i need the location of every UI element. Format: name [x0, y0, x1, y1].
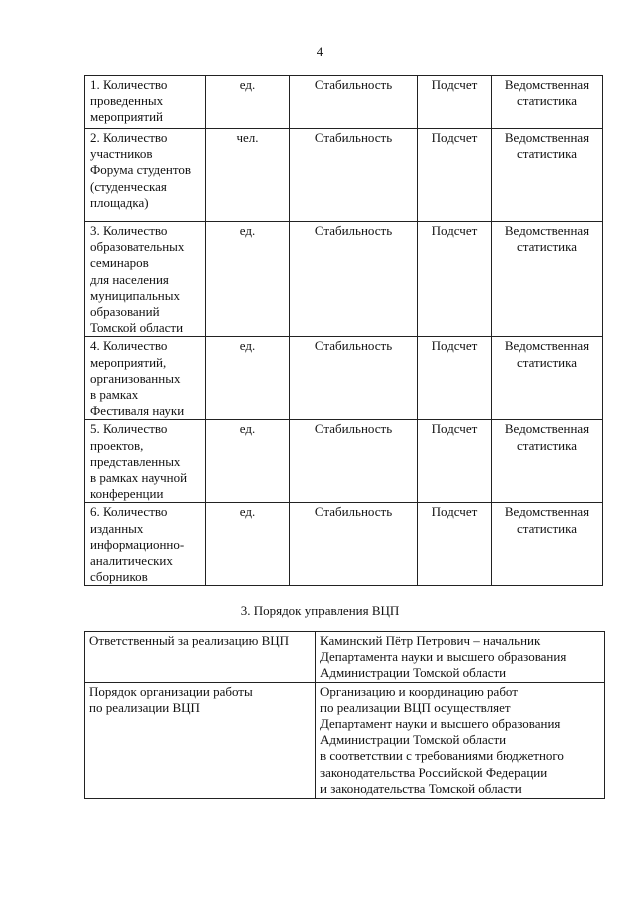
- table-row: [85, 682, 605, 798]
- management-value-line: законодательства Российской Федерации: [320, 764, 548, 780]
- indicator-unit-cell: ед.: [206, 503, 290, 586]
- table-row: [85, 76, 603, 129]
- indicator-unit-cell: ед.: [206, 420, 290, 503]
- indicator-source-cell: [492, 420, 603, 503]
- indicator-source-cell: [492, 129, 603, 222]
- indicator-name-line: организованных: [90, 370, 181, 386]
- indicator-source-line: Ведомственная: [504, 421, 590, 437]
- management-value-line: Администрации Томской области: [320, 732, 507, 748]
- indicator-name-line: мероприятий: [90, 109, 163, 125]
- indicator-source-line: статистика: [517, 239, 577, 255]
- indicator-name-line: 6. Количество: [90, 504, 168, 520]
- indicator-name-line: аналитических: [90, 553, 173, 569]
- indicator-trend-cell: Стабильность: [290, 337, 418, 420]
- indicator-name-line: в рамках научной: [90, 470, 188, 486]
- indicator-name-line: участников: [90, 146, 153, 162]
- indicators-table: [84, 75, 603, 586]
- indicator-unit-cell: ед.: [206, 76, 290, 129]
- indicator-unit-cell: чел.: [206, 129, 290, 222]
- indicator-name-cell: [85, 337, 206, 420]
- indicator-name-line: информационно-: [90, 536, 185, 552]
- indicator-source-line: статистика: [517, 93, 577, 109]
- indicator-source-cell: [492, 503, 603, 586]
- indicator-name-line: изданных: [90, 520, 144, 536]
- management-value-cell: [316, 632, 605, 683]
- indicator-method-cell: Подсчет: [418, 76, 492, 129]
- management-label-cell: [85, 682, 316, 798]
- indicator-source-line: Ведомственная: [504, 223, 590, 238]
- indicator-name-cell: [85, 222, 206, 337]
- section-title: 3. Порядок управления ВЦП: [240, 603, 400, 618]
- table-row: [85, 632, 605, 683]
- table-row: [85, 503, 603, 586]
- indicator-trend-cell: Стабильность: [290, 222, 418, 337]
- indicator-name-line: площадка): [90, 194, 149, 210]
- management-value-line: по реализации ВЦП осуществляет: [320, 699, 511, 715]
- indicator-source-cell: [492, 76, 603, 129]
- indicator-name-line: проектов,: [90, 437, 144, 453]
- indicator-source-line: статистика: [517, 437, 577, 453]
- management-label-line: Ответственный за реализацию ВЦП: [89, 633, 290, 648]
- indicator-name-line: для населения: [90, 271, 169, 287]
- table-row: [85, 337, 603, 420]
- management-value-line: Департамент науки и высшего образования: [320, 716, 561, 732]
- page-number: 4: [316, 44, 324, 59]
- management-value-line: в соответствии с требованиями бюджетного: [320, 748, 564, 764]
- table-row: [85, 222, 603, 337]
- indicator-source-line: Ведомственная: [504, 338, 590, 354]
- indicator-trend-cell: Стабильность: [290, 503, 418, 586]
- indicator-name-line: сборников: [90, 569, 148, 585]
- indicator-name-line: 5. Количество: [90, 421, 168, 437]
- indicator-name-line: конференции: [90, 486, 164, 502]
- indicator-source-line: статистика: [517, 520, 577, 536]
- table-row: [85, 129, 603, 222]
- indicator-name-line: Форума студентов: [90, 162, 192, 178]
- indicator-source-line: Ведомственная: [504, 130, 590, 145]
- indicator-name-line: семинаров: [90, 255, 149, 271]
- management-label-cell: [85, 632, 316, 683]
- indicator-name-line: Фестиваля науки: [90, 403, 185, 419]
- indicator-unit-cell: ед.: [206, 222, 290, 337]
- indicator-unit-cell: ед.: [206, 337, 290, 420]
- indicator-name-line: 1. Количество: [90, 77, 168, 92]
- indicator-source-cell: [492, 222, 603, 337]
- indicator-name-cell: [85, 129, 206, 222]
- indicator-name-line: Томской области: [90, 320, 184, 336]
- indicator-name-line: 4. Количество: [90, 338, 168, 354]
- table-row: [85, 420, 603, 503]
- indicator-name-line: проведенных: [90, 93, 164, 109]
- management-label-line: по реализации ВЦП: [89, 699, 200, 715]
- indicator-name-line: муниципальных: [90, 287, 181, 303]
- indicator-name-cell: [85, 503, 206, 586]
- indicator-name-line: образований: [90, 304, 160, 320]
- indicator-method-cell: Подсчет: [418, 222, 492, 337]
- management-label-line: Порядок организации работы: [89, 683, 253, 699]
- indicator-source-line: Ведомственная: [504, 504, 590, 520]
- indicator-source-cell: [492, 337, 603, 420]
- indicator-name-line: образовательных: [90, 239, 185, 255]
- indicator-name-line: 3. Количество: [90, 223, 168, 238]
- indicator-source-line: статистика: [517, 146, 577, 162]
- management-value-cell: [316, 682, 605, 798]
- indicator-method-cell: Подсчет: [418, 337, 492, 420]
- indicator-name-cell: [85, 420, 206, 503]
- management-value-line: Департамента науки и высшего образования: [320, 649, 567, 665]
- indicator-source-line: Ведомственная: [504, 77, 590, 92]
- indicator-name-line: 2. Количество: [90, 130, 168, 145]
- indicator-trend-cell: Стабильность: [290, 420, 418, 503]
- management-value-line: и законодательства Томской области: [320, 780, 522, 796]
- indicator-trend-cell: Стабильность: [290, 129, 418, 222]
- indicator-method-cell: Подсчет: [418, 420, 492, 503]
- management-value-line: Каминский Пётр Петрович – начальник: [320, 633, 541, 648]
- management-table: [84, 631, 605, 799]
- indicator-trend-cell: Стабильность: [290, 76, 418, 129]
- indicator-name-line: мероприятий,: [90, 354, 167, 370]
- indicator-method-cell: Подсчет: [418, 503, 492, 586]
- indicator-name-line: (студенческая: [90, 178, 167, 194]
- indicator-name-line: в рамках: [90, 387, 139, 403]
- management-value-line: Администрации Томской области: [320, 665, 507, 681]
- indicator-name-line: представленных: [90, 453, 181, 469]
- indicator-source-line: статистика: [517, 354, 577, 370]
- management-value-line: Организацию и координацию работ: [320, 683, 518, 699]
- indicator-name-cell: [85, 76, 206, 129]
- indicator-method-cell: Подсчет: [418, 129, 492, 222]
